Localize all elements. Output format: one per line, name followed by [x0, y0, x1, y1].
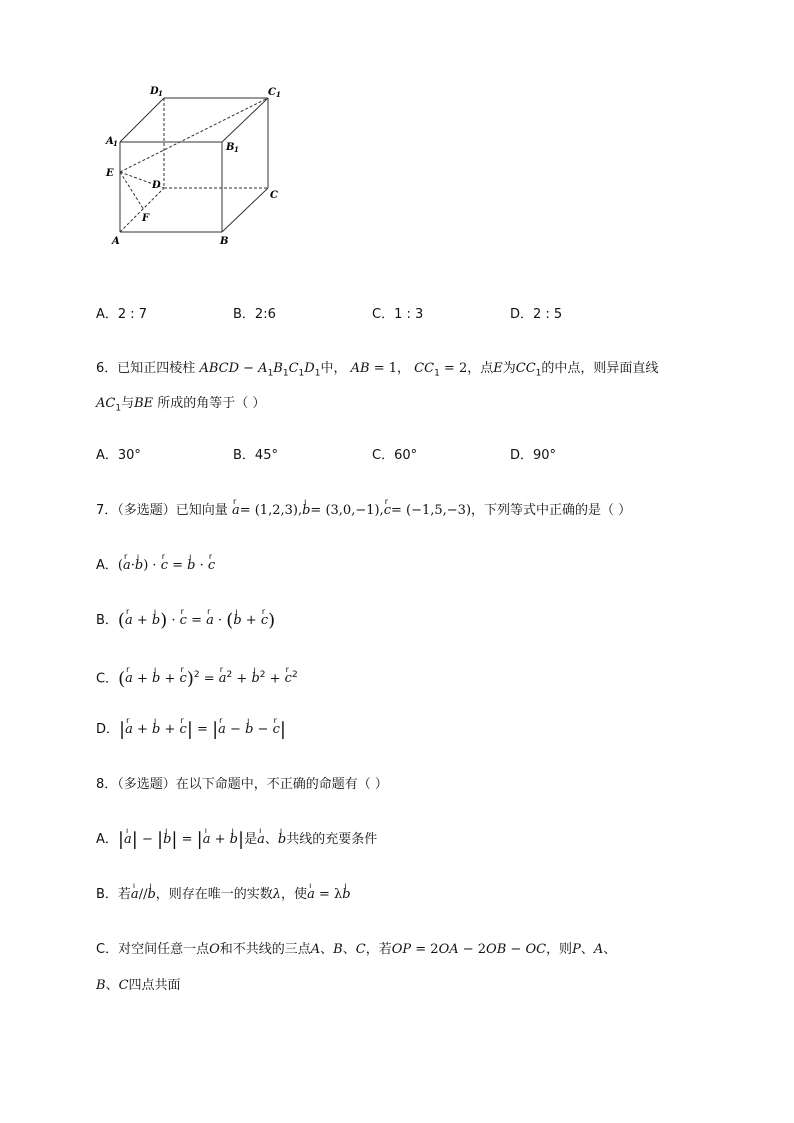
q7-option-b[interactable]: B．(r a + ı b) · r c = r a · (ı b + r c): [96, 611, 275, 631]
label-f: F: [142, 213, 150, 224]
cube-figure: [100, 80, 300, 255]
edge-a-d: [120, 188, 164, 232]
label-b1: B: [226, 142, 235, 153]
edge-b1-c1: [222, 98, 268, 142]
q8-option-c-line2: B、C四点共面: [96, 978, 181, 993]
svg-text:1: 1: [234, 145, 239, 154]
edge-a1-d1: [120, 98, 164, 142]
label-c1: C: [268, 87, 276, 98]
svg-text:1: 1: [113, 139, 118, 148]
label-a: A: [112, 236, 120, 247]
svg-text:1: 1: [158, 89, 163, 98]
q6-stem-line1: 6．已知正四棱柱 ABCD − $A_1B_1C_1D_1$中， AB = 1， $CC_1 = 2$，点E为$CC_1$的中点，则异面直线: [96, 361, 659, 379]
q8-option-b[interactable]: B．若ı a//ı b，则存在唯一的实数λ，使ı a = λı b: [96, 885, 351, 905]
label-d: D: [152, 180, 161, 191]
label-b: B: [220, 236, 229, 247]
q5-option-a[interactable]: A．2 : 7: [96, 307, 148, 322]
q6-option-b[interactable]: B．45°: [233, 448, 278, 463]
q6-option-c[interactable]: C．60°: [372, 448, 418, 463]
q7-option-d[interactable]: D．|r a + ı b + r c| = |r a − ı b − r c|: [96, 720, 286, 740]
label-c: C: [270, 190, 278, 201]
q7-option-a[interactable]: A．(r a·ı b) · r c = ı b · r c: [96, 556, 215, 576]
q6-stem-line2: $AC_1$与BE 所成的角等于（ ）: [96, 396, 266, 414]
edge-b-c: [222, 188, 268, 232]
label-a1: A: [106, 136, 114, 147]
q7-option-c[interactable]: C．(r a + ı b + r c)$^2$ = r $a^2$ + ı $b^2 + r$ $c^2$: [96, 665, 298, 689]
label-e: E: [106, 168, 114, 179]
q8-stem: 8．（多选题）在以下命题中，不正确的命题有（ ）: [96, 777, 388, 792]
q5-option-b[interactable]: B．2:6: [233, 307, 276, 322]
q5-option-d[interactable]: D．2 : 5: [510, 307, 563, 322]
segment-e-f: [120, 172, 144, 210]
svg-text:1: 1: [276, 90, 281, 99]
q8-option-c[interactable]: C．对空间任意一点O和不共线的三点A、B、C，若OP = 2OA − 2OB − OC，则P、A、: [96, 942, 617, 957]
q6-option-a[interactable]: A．30°: [96, 448, 141, 463]
q6-option-d[interactable]: D．90°: [510, 448, 557, 463]
label-d1: D: [150, 86, 159, 97]
q7-stem: 7．（多选题）已知向量 r a= (1,2,3),ı b= (3,0,−1),r c= (−1,5,−3)，下列等式中正确的是（ ）: [96, 501, 631, 521]
q5-option-c[interactable]: C．1 : 3: [372, 307, 424, 322]
segment-e-c1: [120, 98, 268, 172]
q8-option-a[interactable]: A．|ı a| − |ı b| = |ı a + ı b|是ı a、ı b共线的充要条件: [96, 830, 377, 850]
